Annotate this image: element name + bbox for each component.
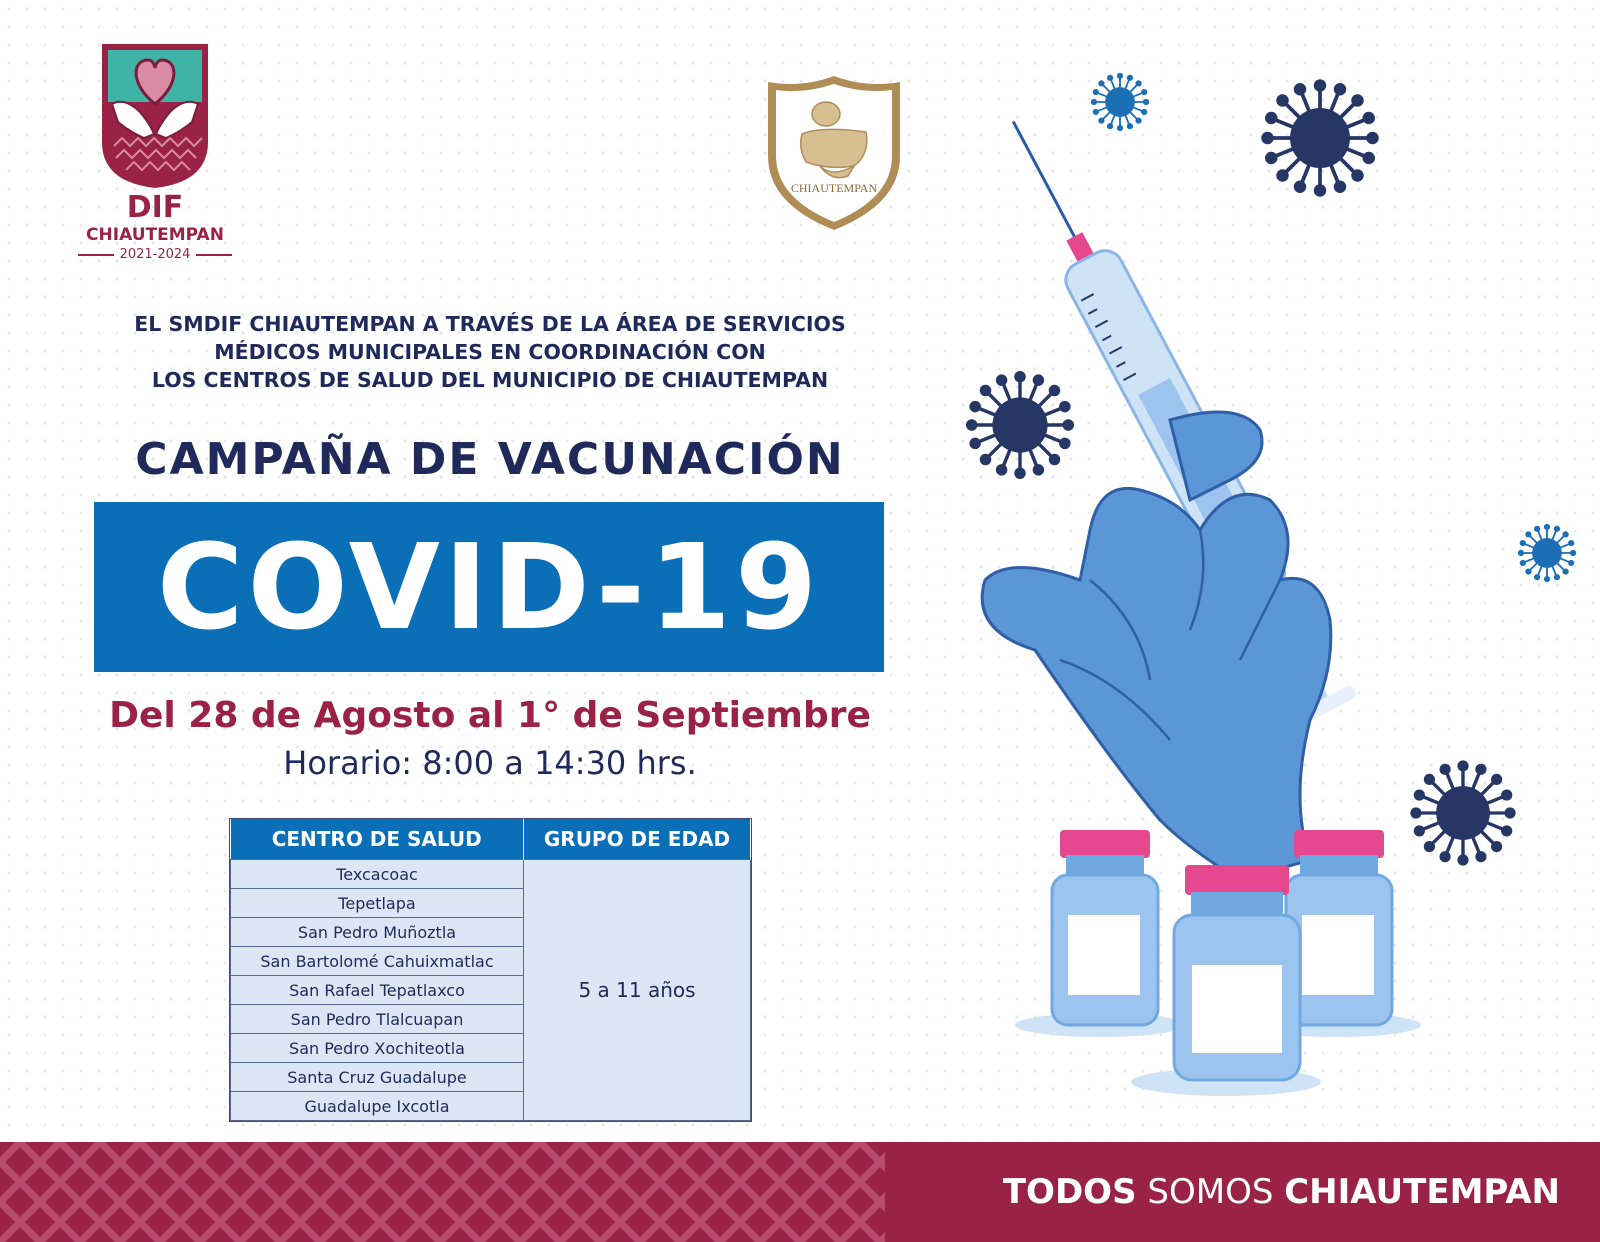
- campaign-hours: Horario: 8:00 a 14:30 hrs.: [283, 744, 697, 782]
- campaign-title: CAMPAÑA DE VACUNACIÓN: [135, 434, 845, 485]
- center-name: San Pedro Xochiteotla: [231, 1034, 524, 1063]
- center-name: Texcacoac: [231, 860, 524, 889]
- dif-years-text: 2021-2024: [119, 247, 191, 262]
- virus-icon: [966, 371, 1074, 479]
- center-name: San Bartolomé Cahuixmatlac: [231, 947, 524, 976]
- center-name: Tepetlapa: [231, 889, 524, 918]
- center-name: Santa Cruz Guadalupe: [231, 1063, 524, 1092]
- glove-hand-icon: [982, 412, 1331, 880]
- table-row: [231, 860, 751, 889]
- center-name: San Pedro Muñoztla: [231, 918, 524, 947]
- header-health-center: CENTRO DE SALUD: [231, 819, 524, 860]
- tagline-word-2: SOMOS: [1147, 1172, 1274, 1212]
- covid-title: COVID-19: [156, 518, 822, 656]
- table-header-row: [231, 819, 751, 860]
- intro-line-1: EL SMDIF CHIAUTEMPAN A TRAVÉS DE LA ÁREA DE SERVICIOS: [134, 312, 846, 336]
- campaign-dates: Del 28 de Agosto al 1° de Septiembre: [109, 695, 871, 736]
- health-centers-table: [229, 818, 752, 1122]
- intro-line-3: LOS CENTROS DE SALUD DEL MUNICIPIO DE CHIAUTEMPAN: [151, 368, 829, 392]
- virus-icon: [1261, 79, 1379, 197]
- chiautempan-shield-logo: [762, 72, 906, 234]
- vaccine-illustration: [940, 60, 1590, 1120]
- center-name: San Rafael Tepatlaxco: [231, 976, 524, 1005]
- tagline-word-1: TODOS: [1002, 1172, 1137, 1212]
- virus-icon: [1518, 524, 1576, 582]
- vial-icon: [1015, 830, 1185, 1037]
- header-age-group: GRUPO DE EDAD: [524, 819, 751, 860]
- virus-icon: [1091, 73, 1149, 131]
- center-name: Guadalupe Ixcotla: [231, 1092, 524, 1121]
- shield-label: CHIAUTEMPAN: [790, 181, 878, 195]
- intro-line-2: MÉDICOS MUNICIPALES EN COORDINACIÓN CON: [214, 340, 766, 364]
- age-group: 5 a 11 años: [524, 860, 751, 1121]
- footer-pattern: [0, 1142, 885, 1242]
- footer-tagline: [900, 1142, 1560, 1242]
- tagline-word-3: CHIAUTEMPAN: [1284, 1172, 1560, 1212]
- virus-icon: [1410, 760, 1515, 865]
- dif-subtitle: CHIAUTEMPAN: [86, 225, 224, 245]
- dif-name: DIF: [126, 190, 184, 225]
- dif-years: [70, 247, 240, 262]
- center-name: San Pedro Tlalcuapan: [231, 1005, 524, 1034]
- intro-text: [80, 310, 900, 394]
